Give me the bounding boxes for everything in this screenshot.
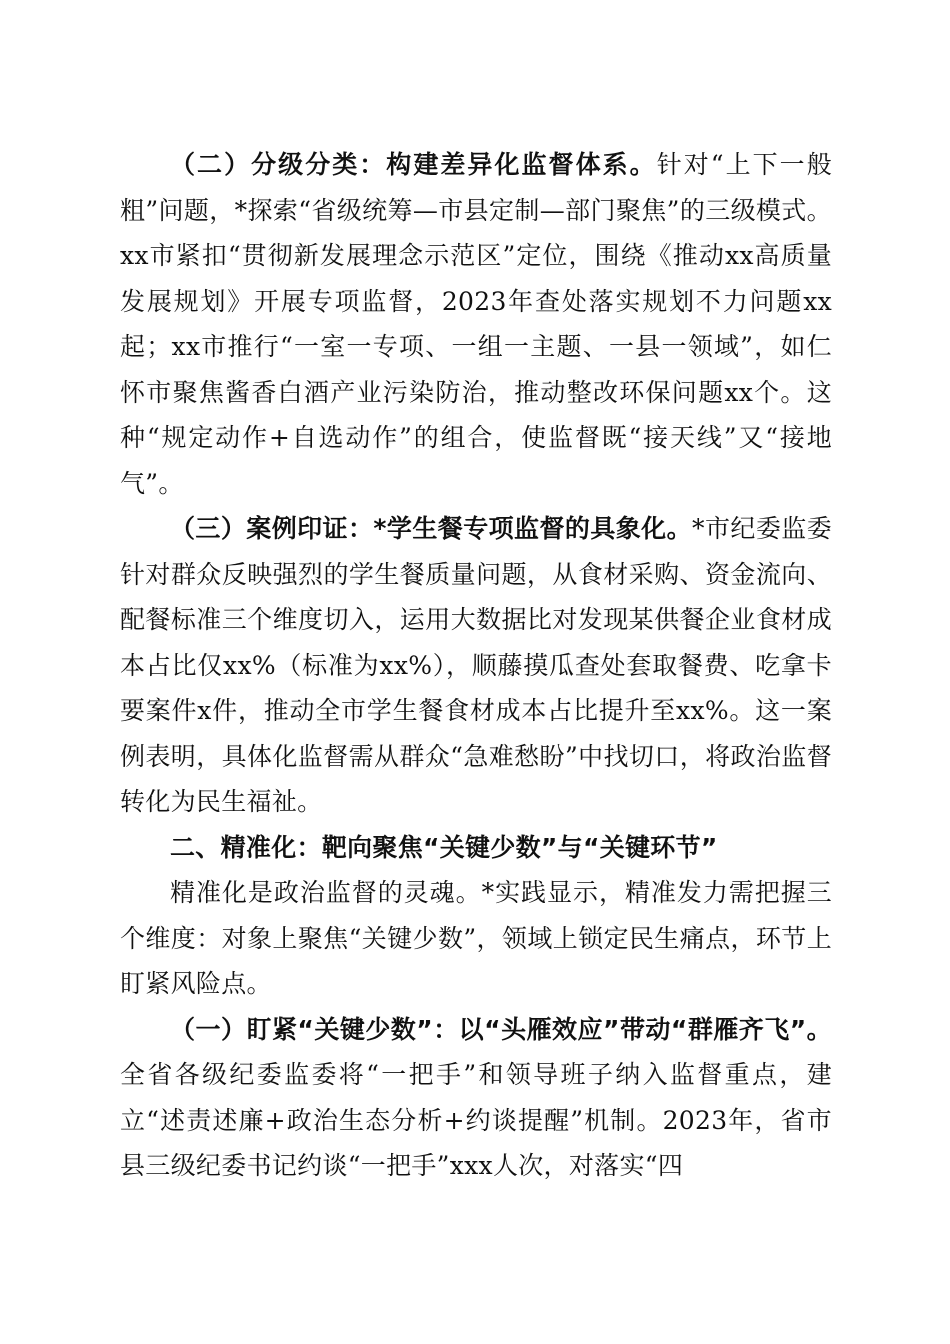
paragraph-body: 全省各级纪委监委将“一把手”和领导班子纳入监督重点，建立“述责述廉+政治生态分析+约谈提醒”机制。2023年，省市县三级纪委书记约谈“一把手”xxx人次，对落实“四	[120, 1060, 832, 1180]
paragraph-graded-classification	[120, 142, 832, 506]
section-heading-precision: 二、精准化：靶向聚焦“关键少数”与“关键环节”	[170, 832, 718, 862]
paragraph-body: 针对“上下一般粗”问题，*探索“省级统筹—市县定制—部门聚焦”的三级模式。xx市紧扣“贯彻新发展理念示范区”定位，围绕《推动xx高质量发展规划》开展专项监督，2023年查处落实规划不力问题xx起；xx市推行“一室一专项、一组一主题、一县一领域”，如仁怀市聚焦酱香白酒产业污染防治，推动整改环保问题xx个。这种“规定动作+自选动作”的组合，使监督既“接天线”又“接地气”。	[120, 150, 832, 498]
subheading-graded-classification: （二）分级分类：构建差异化监督体系。	[170, 150, 657, 179]
subheading-key-minority: （一）盯紧“关键少数”：以“头雁效应”带动“群雁齐飞”。	[170, 1014, 832, 1044]
paragraph-precision-intro: 精准化是政治监督的灵魂。*实践显示，精准发力需把握三个维度：对象上聚焦“关键少数”，领域上锁定民生痛点，环节上盯紧风险点。	[120, 878, 832, 998]
paragraph-key-minority	[120, 1007, 832, 1189]
document-page	[120, 142, 832, 1189]
paragraph-case-evidence	[120, 506, 832, 825]
paragraph-body: *市纪委监委针对群众反映强烈的学生餐质量问题，从食材采购、资金流向、配餐标准三个维度切入，运用大数据比对发现某供餐企业食材成本占比仅xx%（标准为xx%），顺藤摸瓜查处套取餐费、吃拿卡要案件x件，推动全市学生餐食材成本占比提升至xx%。这一案例表明，具体化监督需从群众“急难愁盼”中找切口，将政治监督转化为民生福祉。	[120, 514, 832, 816]
subheading-case-evidence: （三）案例印证：*学生餐专项监督的具象化。	[170, 514, 693, 543]
